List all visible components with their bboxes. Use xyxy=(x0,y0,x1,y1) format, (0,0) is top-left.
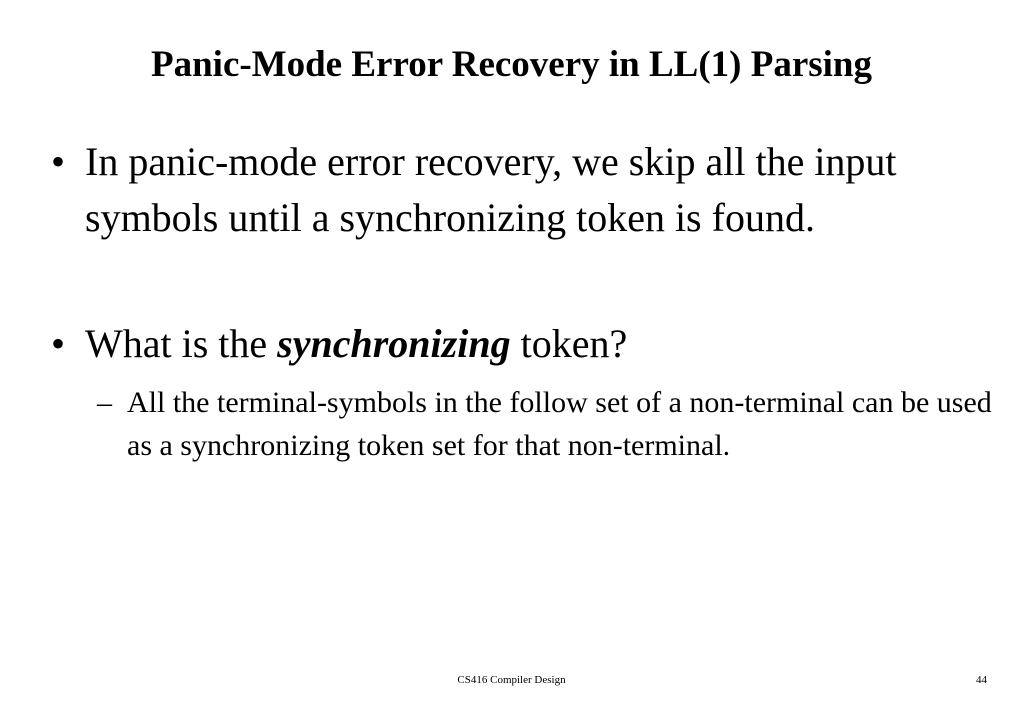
bullet-marker: • xyxy=(51,321,66,366)
bullet-text-before: What is the xyxy=(85,321,268,366)
footer-page-number: 44 xyxy=(976,674,987,686)
bullet-item xyxy=(51,134,985,246)
sub-bullet-marker: – xyxy=(97,386,112,419)
bullet-item xyxy=(51,316,985,372)
sub-bullet-item xyxy=(97,381,997,467)
sub-bullet-text: All the terminal-symbols in the follow set of a non-terminal can be used as a synchronizing token set for that non-terminal. xyxy=(127,386,992,462)
slide-title: Panic-Mode Error Recovery in LL(1) Parsing xyxy=(150,44,873,85)
bullet-text-after: token? xyxy=(520,321,628,366)
footer-course: CS416 Compiler Design xyxy=(457,674,566,686)
bullet-text-emphasis: synchronizing xyxy=(277,321,511,366)
bullet-text: In panic-mode error recovery, we skip all the input symbols until a synchronizing token is found. xyxy=(85,139,897,240)
bullet-marker: • xyxy=(51,139,66,184)
